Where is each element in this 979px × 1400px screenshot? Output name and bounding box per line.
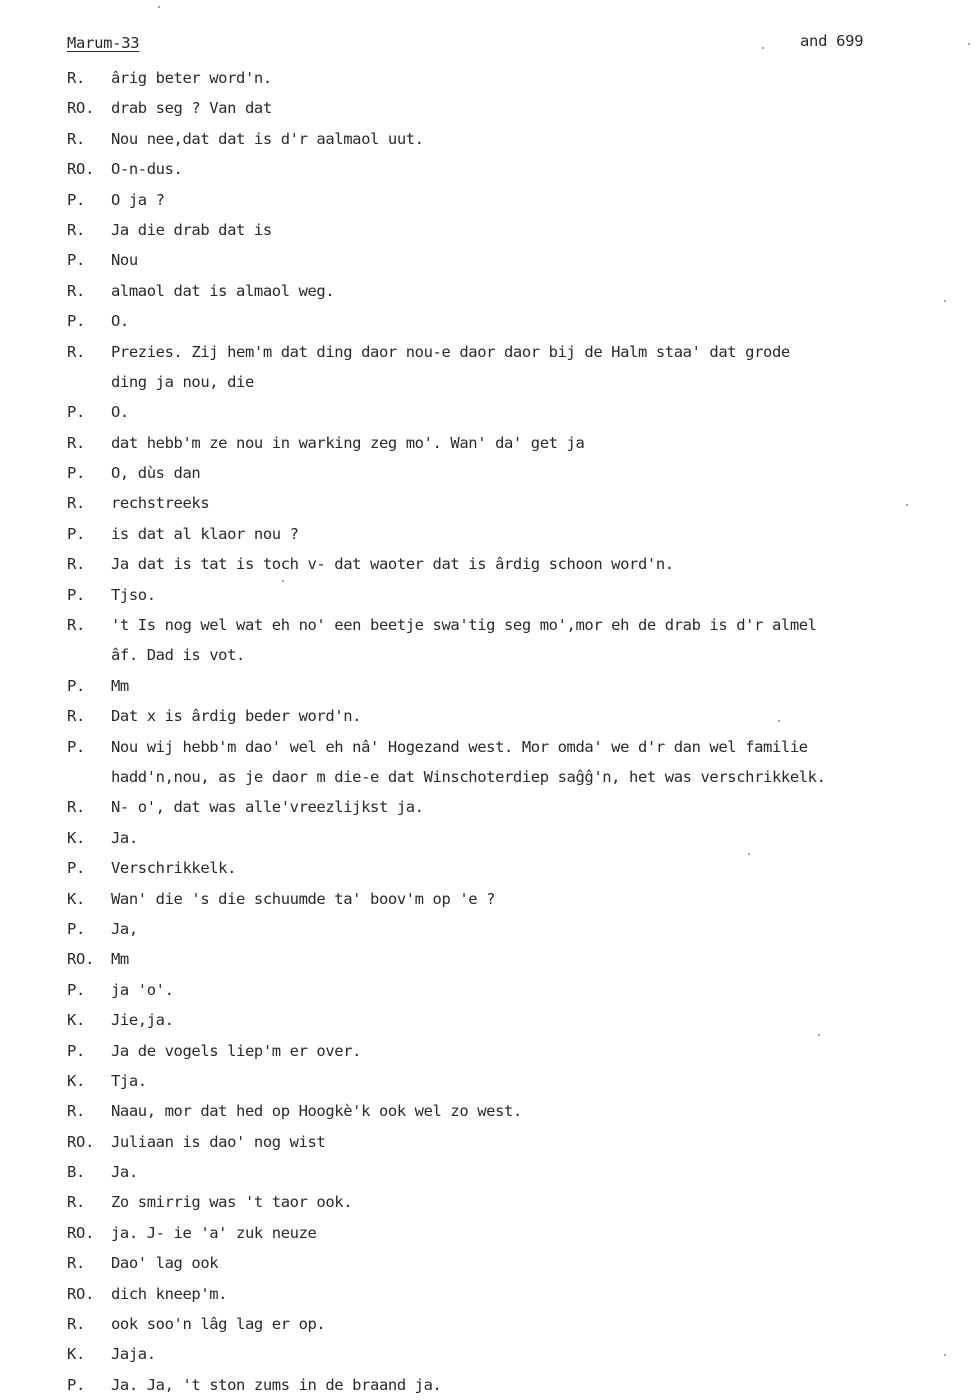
transcript-line (67, 1036, 957, 1066)
utterance-text: Nou (111, 251, 138, 270)
utterance-text: Verschrikkelk. (111, 859, 237, 878)
utterance-text: 't Is nog wel wat eh no' een beetje swa'tig seg mo',mor eh de drab is d'r almel (111, 616, 817, 635)
transcript-line (67, 944, 957, 974)
utterance-text: almaol dat is almaol weg. (111, 281, 335, 300)
transcript-line (67, 792, 957, 822)
transcript-line (67, 1370, 957, 1400)
transcript-line (67, 701, 957, 731)
transcript-line-continuation (67, 762, 957, 792)
transcript-line (67, 1066, 957, 1096)
utterance-text: N- o', dat was alle'vreezlijkst ja. (111, 798, 424, 817)
utterance-text: Dao' lag ook (111, 1254, 219, 1273)
utterance-text: Nou nee,dat dat is d'r aalmaol uut. (111, 129, 424, 148)
transcript-line (67, 914, 957, 944)
utterance-text: Ja die drab dat is (111, 220, 272, 239)
paper-speck (968, 43, 970, 45)
transcript-line (67, 488, 957, 518)
transcript-line (67, 1157, 957, 1187)
paper-speck (158, 6, 160, 8)
utterance-text: Ja de vogels liep'm er over. (111, 1041, 362, 1060)
transcript-line (67, 1339, 957, 1369)
speaker-label: P. (67, 464, 86, 483)
utterance-text: Mm (111, 950, 129, 969)
speaker-label: RO. (67, 99, 95, 118)
transcript-line (67, 185, 957, 215)
transcript-line (67, 428, 957, 458)
speaker-label: P. (67, 919, 86, 938)
transcript-line (67, 1309, 957, 1339)
utterance-text: Ja. (111, 828, 138, 847)
transcript-line (67, 1248, 957, 1278)
utterance-text: O. (111, 312, 129, 331)
utterance-text: Jie,ja. (111, 1011, 174, 1030)
speaker-label: P. (67, 676, 86, 695)
speaker-label: RO. (67, 1284, 95, 1303)
transcript-line (67, 215, 957, 245)
speaker-label: P. (67, 251, 86, 270)
speaker-label: R. (67, 707, 86, 726)
speaker-label: P. (67, 1375, 86, 1394)
transcript-line (67, 1279, 957, 1309)
paper-speck (906, 504, 908, 506)
utterance-text: Naau, mor dat hed op Hoogkè'k ook wel zo west. (111, 1102, 522, 1121)
speaker-label: R. (67, 555, 86, 574)
speaker-label: K. (67, 1011, 86, 1030)
utterance-text: ja. J- ie 'a' zuk neuze (111, 1223, 317, 1242)
transcript-line (67, 1218, 957, 1248)
transcript-line (67, 337, 957, 367)
transcript-line (67, 884, 957, 914)
transcript-line (67, 610, 957, 640)
speaker-label: R. (67, 616, 86, 635)
utterance-text: hadd'n,nou, as je daor m die-e dat Winschoterdiep saĝĝ'n, het was verschrikkelk. (111, 767, 826, 786)
utterance-text: ja 'o'. (111, 980, 174, 999)
speaker-label: P. (67, 190, 86, 209)
speaker-label: P. (67, 585, 86, 604)
speaker-label: R. (67, 342, 86, 361)
utterance-text: Nou wij hebb'm dao' wel eh nâ' Hogezand west. Mor omda' we d'r dan wel familie (111, 737, 808, 756)
speaker-label: RO. (67, 950, 95, 969)
utterance-text: Tjso. (111, 585, 156, 604)
speaker-label (67, 762, 111, 792)
speaker-label (67, 640, 111, 670)
transcript-line (67, 93, 957, 123)
speaker-label: K. (67, 828, 86, 847)
transcript-line (67, 975, 957, 1005)
utterance-text: ding ja nou, die (111, 372, 254, 391)
speaker-label: R. (67, 69, 86, 87)
speaker-label: P. (67, 980, 86, 999)
utterance-text: O, dùs dan (111, 464, 201, 483)
utterance-text: Mm (111, 676, 129, 695)
transcript-line (67, 823, 957, 853)
transcript-line (67, 63, 957, 93)
transcript-line (67, 245, 957, 275)
utterance-text: Zo smirrig was 't taor ook. (111, 1193, 353, 1212)
utterance-text: O. (111, 403, 129, 422)
utterance-text: O ja ? (111, 190, 165, 209)
utterance-text: dich kneep'm. (111, 1284, 228, 1303)
transcript-line (67, 671, 957, 701)
speaker-label: P. (67, 312, 86, 331)
speaker-label: K. (67, 889, 86, 908)
transcript-line (67, 1127, 957, 1157)
utterance-text: Tja. (111, 1071, 147, 1090)
tape-number: and 699 (800, 32, 864, 50)
paper-speck (748, 853, 750, 855)
speaker-label: P. (67, 524, 86, 543)
utterance-text: Ja dat is tat is toch v- dat waoter dat is ârdig schoon word'n. (111, 555, 674, 574)
speaker-label: K. (67, 1071, 86, 1090)
speaker-label: R. (67, 1254, 86, 1273)
paper-speck (944, 300, 946, 302)
transcript-line (67, 458, 957, 488)
utterance-text: rechstreeks (111, 494, 210, 513)
speaker-label: R. (67, 1193, 86, 1212)
paper-speck (762, 47, 764, 49)
transcript-line (67, 580, 957, 610)
speaker-label: RO. (67, 1223, 95, 1242)
speaker-label: RO. (67, 160, 95, 179)
utterance-text: is dat al klaor nou ? (111, 524, 299, 543)
utterance-text: Ja, (111, 919, 138, 938)
transcript-line-continuation (67, 640, 957, 670)
transcript-line (67, 549, 957, 579)
speaker-label: P. (67, 737, 86, 756)
utterance-text: Jaja. (111, 1345, 156, 1364)
speaker-label: RO. (67, 1132, 95, 1151)
transcript-line (67, 1187, 957, 1217)
speaker-label: R. (67, 129, 86, 148)
speaker-label (67, 367, 111, 397)
utterance-text: ook soo'n lâg lag er op. (111, 1315, 326, 1334)
transcript-line (67, 853, 957, 883)
utterance-text: dat hebb'm ze nou in warking zeg mo'. Wan' da' get ja (111, 433, 585, 452)
utterance-text: Prezies. Zij hem'm dat ding daor nou-e daor daor bij de Halm staa' dat grode (111, 342, 790, 361)
transcript-line (67, 732, 957, 762)
paper-speck (944, 1354, 946, 1356)
transcript-line (67, 154, 957, 184)
utterance-text: O-n-dus. (111, 160, 183, 179)
speaker-label: R. (67, 433, 86, 452)
speaker-label: P. (67, 1041, 86, 1060)
utterance-text: Dat x is ârdig beder word'n. (111, 707, 362, 726)
utterance-text: âf. Dad is vot. (111, 646, 245, 665)
paper-speck (282, 580, 284, 582)
speaker-label: R. (67, 220, 86, 239)
transcript-lines (67, 63, 957, 1400)
speaker-label: B. (67, 1163, 86, 1182)
utterance-text: Juliaan is dao' nog wist (111, 1132, 326, 1151)
utterance-text: Ja. Ja, 't ston zums in de braand ja. (111, 1375, 442, 1394)
speaker-label: R. (67, 494, 86, 513)
transcript-line (67, 519, 957, 549)
transcript-line (67, 1096, 957, 1126)
transcript-line (67, 124, 957, 154)
transcript-line (67, 397, 957, 427)
speaker-label: P. (67, 403, 86, 422)
transcript-line (67, 1005, 957, 1035)
speaker-label: P. (67, 859, 86, 878)
transcript-line-continuation (67, 367, 957, 397)
paper-speck (778, 720, 780, 722)
speaker-label: K. (67, 1345, 86, 1364)
utterance-text: drab seg ? Van dat (111, 99, 272, 118)
transcript-line (67, 306, 957, 336)
paper-speck (818, 1034, 820, 1036)
utterance-text: Ja. (111, 1163, 138, 1182)
speaker-label: R. (67, 1102, 86, 1121)
speaker-label: R. (67, 798, 86, 817)
document-reference: Marum-33 (67, 34, 140, 52)
speaker-label: R. (67, 281, 86, 300)
utterance-text: ârig beter word'n. (111, 69, 272, 87)
transcript-line (67, 276, 957, 306)
utterance-text: Wan' die 's die schuumde ta' boov'm op 'e ? (111, 889, 496, 908)
speaker-label: R. (67, 1315, 86, 1334)
